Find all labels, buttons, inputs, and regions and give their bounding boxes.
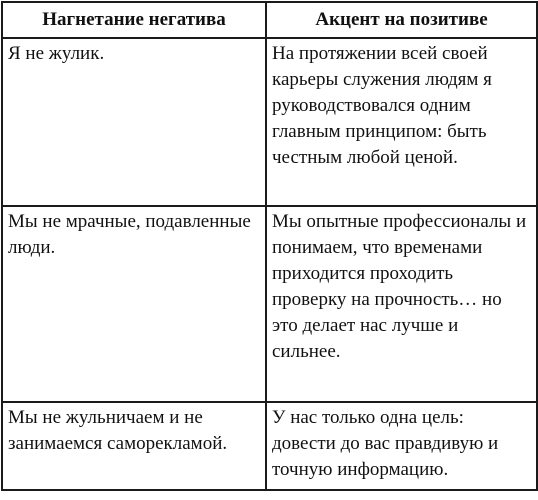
table-row (2, 206, 537, 402)
positive-text: Мы опытные профессионалы и понимаем, что временами приходится проходить проверку на прочность… но это делает нас лучше и сильнее. (272, 211, 527, 362)
positive-text: На протяжении всей своей карьеры служения людям я руководствовался одним главным принципом: быть честным любой ценой. (272, 43, 492, 168)
negative-text: Мы не жульничаем и не занимаемся саморекламой. (8, 407, 228, 454)
negative-text: Мы не мрачные, подавленные люди. (8, 211, 251, 258)
table-row (2, 38, 537, 206)
negative-text: Я не жулик. (8, 43, 105, 64)
header-negative: Нагнетание негатива (2, 2, 266, 38)
negative-cell (2, 402, 266, 490)
header-row (2, 2, 537, 38)
positive-cell (266, 402, 537, 490)
header-positive: Акцент на позитиве (266, 2, 537, 38)
positive-cell (266, 206, 537, 402)
table-row (2, 402, 537, 490)
positive-text: У нас только одна цель: довести до вас правдивую и точную информацию. (272, 407, 499, 480)
negative-cell (2, 206, 266, 402)
positive-cell (266, 38, 537, 206)
negative-vs-positive-table (1, 1, 538, 491)
negative-cell (2, 38, 266, 206)
comparison-sheet (1, 1, 536, 497)
